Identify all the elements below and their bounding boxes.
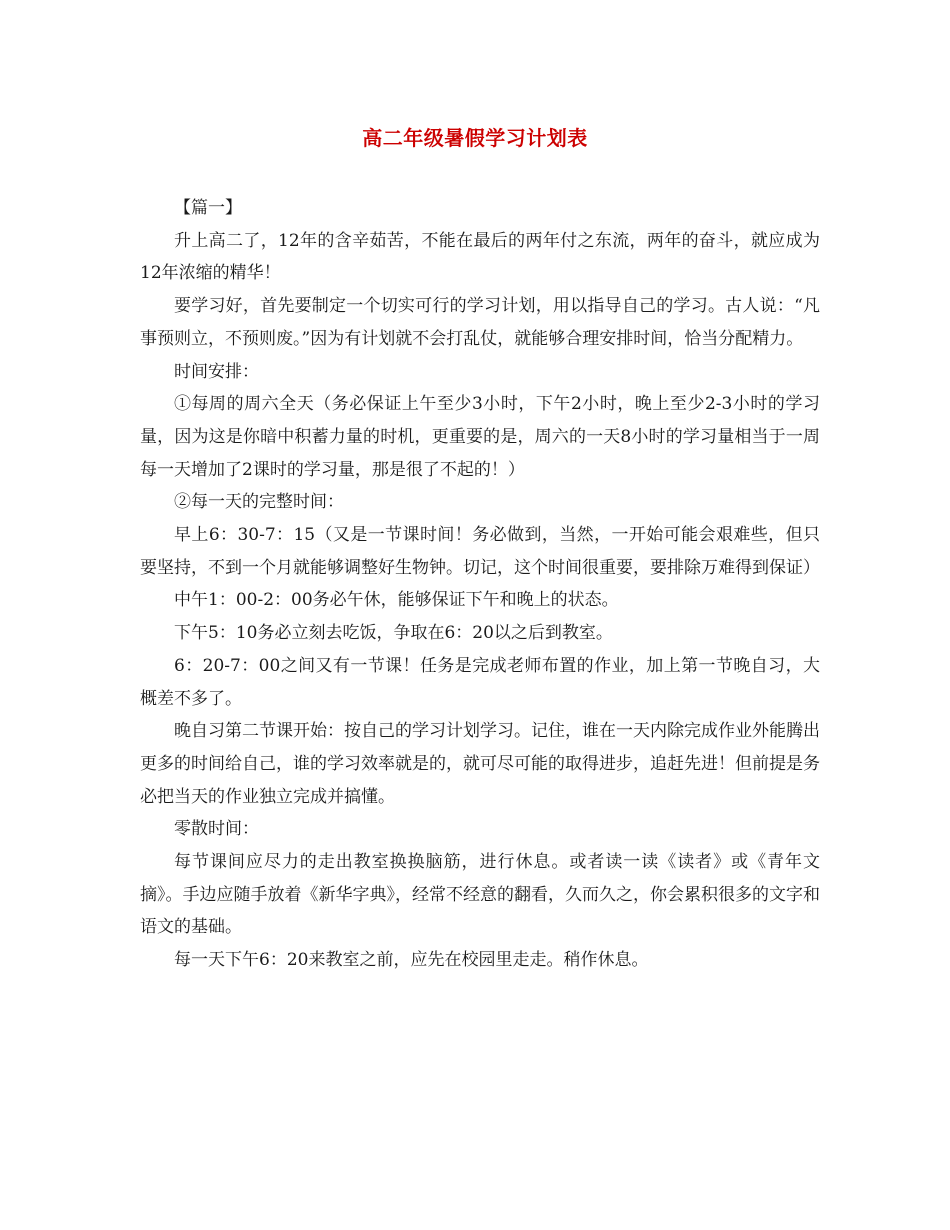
paragraph: 零散时间： bbox=[174, 819, 259, 840]
paragraph: ②每一天的完整时间： bbox=[174, 492, 344, 513]
paragraph: 下午5：10务必立刻去吃饭，争取在6：20以之后到教室。 bbox=[174, 623, 613, 644]
paragraph: 要学习好，首先要制定一个切实可行的学习计划，用以指导自己的学习。古人说：“凡事预则立，不预则废。”因为有计划就不会打乱仗，就能够合理安排时间，恰当分配精力。 bbox=[140, 296, 820, 349]
paragraph: 晚自习第二节课开始：按自己的学习计划学习。记住，谁在一天内除完成作业外能腾出更多的时间给自己，谁的学习效率就是的，就可尽可能的取得进步，追赶先进！但前提是务必把当天的作业独立完成并搞懂。 bbox=[140, 721, 820, 807]
paragraph: 早上6：30-7：15（又是一节课时间！务必做到，当然，一开始可能会艰难些，但只要坚持，不到一个月就能够调整好生物钟。切记，这个时间很重要，要排除万难得到保证） bbox=[140, 525, 820, 578]
paragraph: 每节课间应尽力的走出教室换换脑筋，进行休息。或者读一读《读者》或《青年文摘》。手边应随手放着《新华字典》，经常不经意的翻看，久而久之，你会累积很多的文字和语文的基础。 bbox=[140, 852, 820, 938]
paragraph: 每一天下午6：20来教室之前，应先在校园里走走。稍作休息。 bbox=[174, 950, 649, 971]
paragraph: ①每周的周六全天（务必保证上午至少3小时，下午2小时，晚上至少2-3小时的学习量，因为这是你暗中积蓄力量的时机，更重要的是，周六的一天8小时的学习量相当于一周每一天增加了2课时的学习量，那是很了不起的！） bbox=[140, 394, 820, 480]
paragraph: 时间安排： bbox=[174, 361, 259, 382]
paragraph: 升上高二了，12年的含辛茹苦，不能在最后的两年付之东流，两年的奋斗，就应成为12年浓缩的精华！ bbox=[140, 230, 820, 284]
document-title: 高二年级暑假学习计划表 bbox=[362, 126, 588, 150]
paragraph: 中午1：00-2：00务必午休，能够保证下午和晚上的状态。 bbox=[174, 590, 619, 611]
document-body bbox=[140, 192, 820, 977]
section-heading: 【篇一】 bbox=[174, 198, 242, 218]
paragraph: 6：20-7：00之间又有一节课！任务是完成老师布置的作业，加上第一节晚自习，大概差不多了。 bbox=[140, 655, 820, 709]
